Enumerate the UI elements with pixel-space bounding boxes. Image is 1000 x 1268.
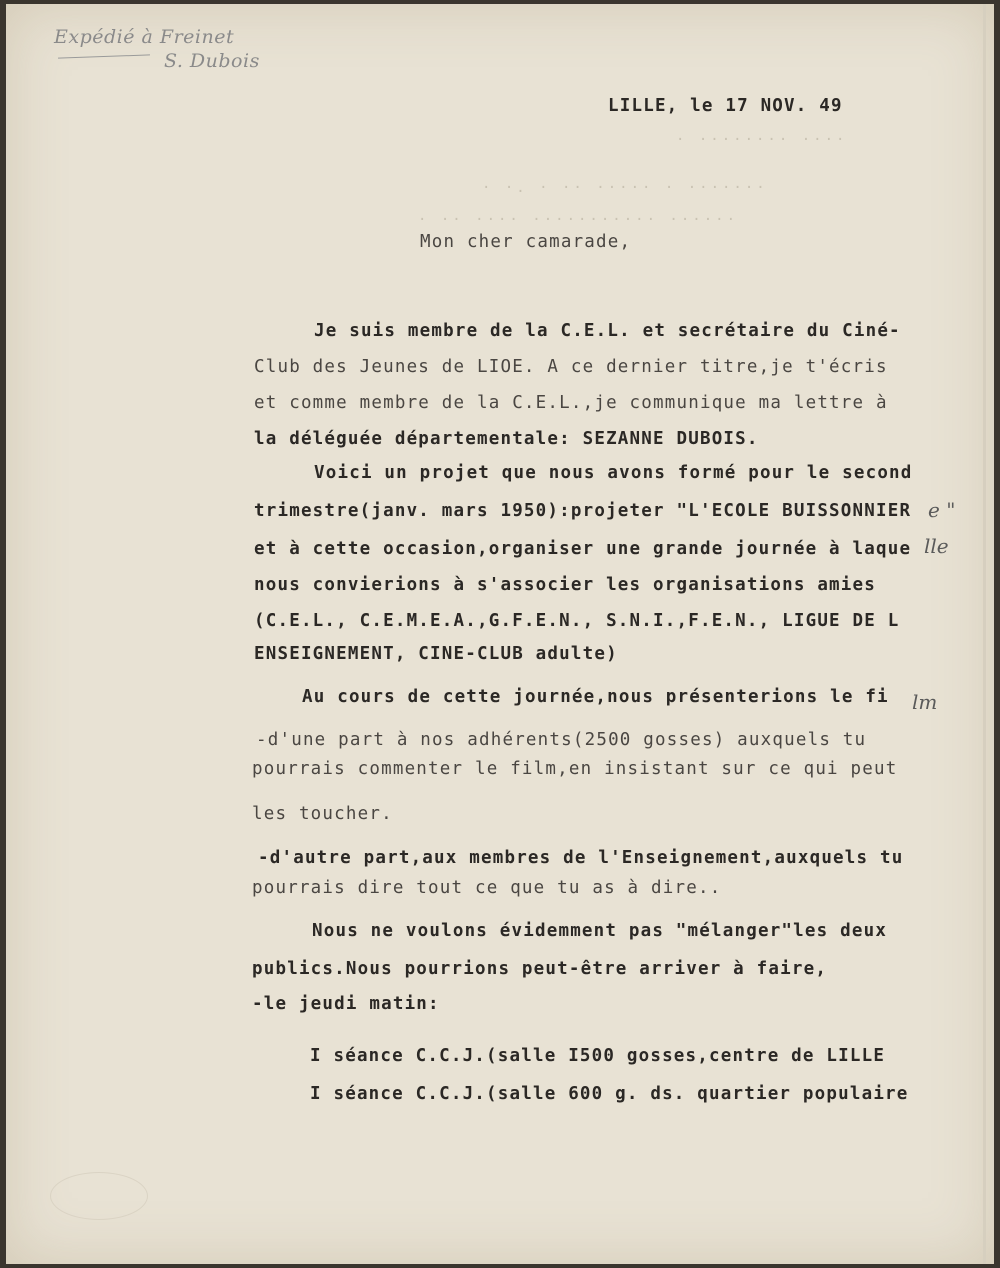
body-line: -d'autre part,aux membres de l'Enseignement,auxquels tu bbox=[258, 848, 904, 868]
date-line: LILLE, le 17 NOV. 49 bbox=[608, 96, 843, 116]
body-line: Club des Jeunes de LIOE. A ce dernier titre,je t'écris bbox=[254, 357, 888, 377]
body-line: pourrais commenter le film,en insistant sur ce qui peut bbox=[252, 759, 898, 779]
bleed-through-text: · ·. · ·· ····· · ······· bbox=[482, 180, 768, 196]
handwritten-correction: e " bbox=[928, 498, 956, 522]
body-line: I séance C.C.J.(salle 600 g. ds. quartier populaire bbox=[310, 1084, 909, 1104]
body-line: ENSEIGNEMENT, CINE-CLUB adulte) bbox=[254, 644, 618, 664]
body-line: Nous ne voulons évidemment pas "mélanger"les deux bbox=[312, 921, 888, 941]
body-line: -d'une part à nos adhérents(2500 gosses) auxquels tu bbox=[256, 730, 867, 750]
handwritten-annotation-line1: Expédié à Freinet bbox=[54, 26, 235, 48]
body-line: et comme membre de la C.E.L.,je communique ma lettre à bbox=[254, 393, 888, 413]
body-line: nous convierions à s'associer les organisations amies bbox=[254, 575, 877, 595]
body-line: publics.Nous pourrions peut-être arriver à faire, bbox=[252, 959, 828, 979]
annotation-underline bbox=[58, 54, 150, 58]
body-line: pourrais dire tout ce que tu as à dire.. bbox=[252, 878, 722, 898]
body-line: Au cours de cette journée,nous présenterions le fi bbox=[302, 687, 889, 707]
body-line: la déléguée départementale: SEZANNE DUBOIS. bbox=[254, 429, 759, 449]
body-line: et à cette occasion,organiser une grande journée à laque bbox=[254, 539, 912, 559]
handwritten-correction: lm bbox=[912, 690, 938, 714]
body-line: Je suis membre de la C.E.L. et secrétaire du Ciné- bbox=[314, 321, 901, 341]
body-line: -le jeudi matin: bbox=[252, 994, 440, 1014]
handwritten-annotation-line2: S. Dubois bbox=[164, 50, 260, 72]
letter-page bbox=[6, 4, 994, 1264]
body-line: (C.E.L., C.E.M.E.A.,G.F.E.N., S.N.I.,F.E.N., LIGUE DE L bbox=[254, 611, 900, 631]
faded-stamp bbox=[50, 1172, 148, 1220]
body-line: I séance C.C.J.(salle I500 gosses,centre de LILLE bbox=[310, 1046, 886, 1066]
body-line: les toucher. bbox=[252, 804, 393, 824]
bleed-through-text: · ········ ···· bbox=[676, 132, 848, 148]
body-line: Voici un projet que nous avons formé pour le second bbox=[314, 463, 913, 483]
handwritten-correction: lle bbox=[924, 534, 949, 558]
body-line: trimestre(janv. mars 1950):projeter "L'ECOLE BUISSONNIER bbox=[254, 501, 912, 521]
page-edge bbox=[983, 4, 986, 1264]
salutation: Mon cher camarade, bbox=[420, 232, 632, 252]
bleed-through-text: · ·· ···· ··········· ······ bbox=[418, 212, 739, 228]
